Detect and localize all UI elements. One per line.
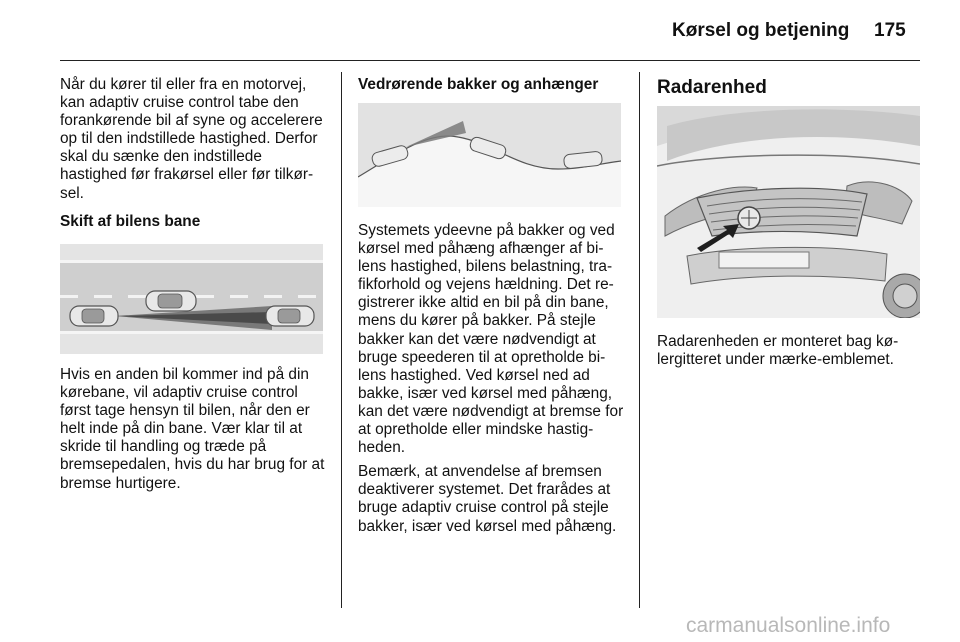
column-rule-1 bbox=[341, 72, 342, 608]
car-own bbox=[70, 306, 118, 326]
column-rule-2 bbox=[639, 72, 640, 608]
hills-illustration bbox=[358, 103, 621, 207]
column-3 bbox=[657, 77, 921, 99]
car-ahead bbox=[266, 306, 314, 326]
car-merging bbox=[146, 291, 196, 311]
column-1-lower bbox=[60, 366, 326, 493]
column-3-lower bbox=[657, 333, 921, 369]
watermark: carmanualsonline.info bbox=[686, 614, 891, 637]
paragraph-lane-change: Hvis en anden bil kommer ind på din kørebane, vil adaptiv cruise control først tage hensyn til bilen, når den er helt inde på din bane. Vær klar til at skride til handling og træde på bremsepedalen, hvis du har brug for at bremse hurtigere. bbox=[60, 366, 325, 492]
header-rule bbox=[60, 60, 920, 61]
figure-radar-front bbox=[657, 106, 920, 318]
column-2-lower bbox=[358, 222, 626, 536]
page-number: 175 bbox=[874, 20, 906, 41]
running-header-title: Kørsel og betjening bbox=[672, 20, 850, 41]
paragraph-motorway: Når du kører til eller fra en motorvej, kan adaptiv cruise control tabe den forankørende bil af syne og accelerere op til den indstillede hastighed. Derfor skal du sænke den indstillede hastighed før frakørsel eller før tilkørsel. bbox=[60, 76, 323, 202]
figure-hills bbox=[358, 103, 621, 207]
heading-radar-unit: Radarenhed bbox=[657, 77, 767, 98]
paragraph-hills: Systemets ydeevne på bakker og ved kørsel med påhæng afhænger af bilens hastighed, bilens belastning, trafikforhold og vejens hældning. Det registrerer ikke altid en bil på din bane, mens du kører på bakker. På stejle bakker kan det være nødvendigt at bruge speederen til at opretholde bilens hastighed. Ved kørsel ned ad bakke, især ved kørsel med påhæng, kan det være nødvendigt at bremse for at opretholde eller mindske hastigheden. bbox=[358, 222, 624, 457]
license-plate bbox=[719, 252, 809, 268]
car-front-illustration bbox=[657, 106, 920, 318]
paragraph-braking: Bemærk, at anvendelse af bremsen deaktiverer systemet. Det frarådes at bruge adaptiv cruise control på stejle bakker, især ved kørsel med påhæng. bbox=[358, 463, 617, 535]
heading-hills-trailer: Vedrørende bakker og anhænger bbox=[358, 76, 599, 93]
paragraph-radar: Radarenheden er monteret bag kølergitteret under mærke-emblemet. bbox=[657, 333, 899, 369]
lane-change-illustration bbox=[60, 244, 323, 354]
column-1 bbox=[60, 76, 326, 231]
heading-lane-change: Skift af bilens bane bbox=[60, 212, 201, 230]
figure-lane-change bbox=[60, 244, 323, 354]
column-2 bbox=[358, 76, 626, 94]
